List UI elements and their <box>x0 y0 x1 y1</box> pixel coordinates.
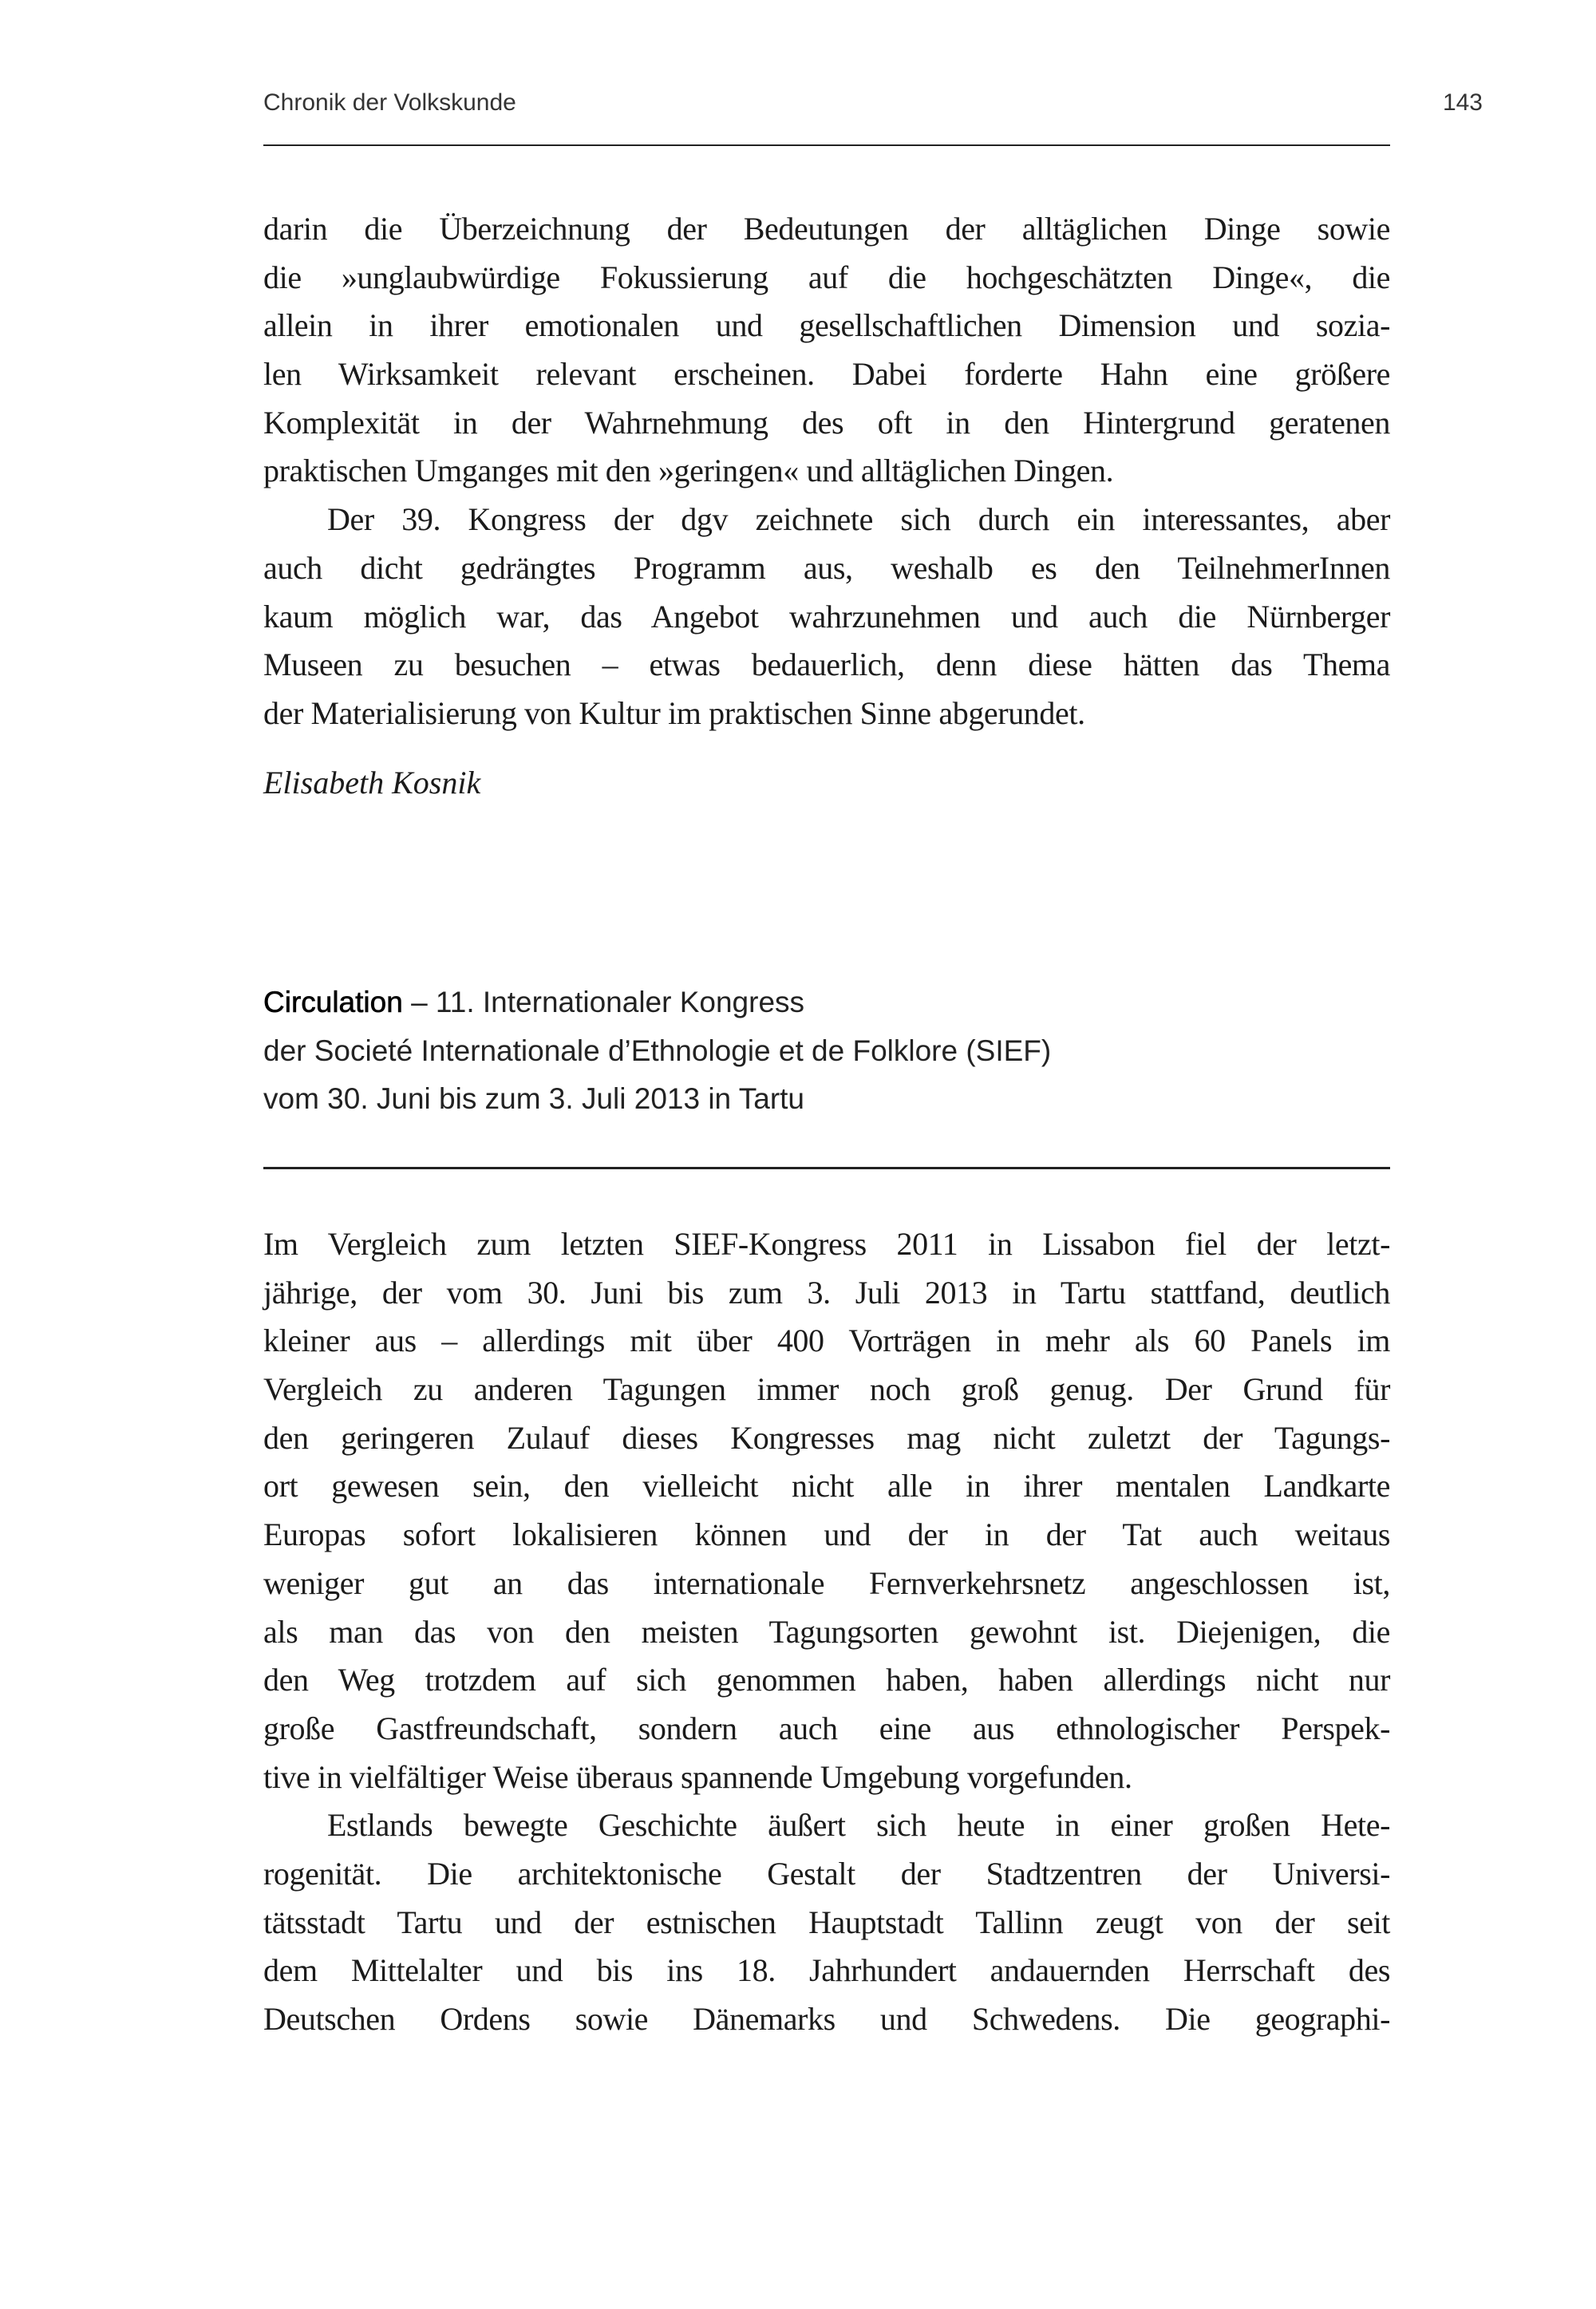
text-line: die »unglaubwürdige Fokussierung auf die hochgeschätzten Dinge«, die <box>263 259 1390 295</box>
section-rule <box>263 1167 1390 1169</box>
text-line: Komplexität in der Wahrnehmung des oft in den Hintergrund geratenen <box>263 404 1390 441</box>
text-line: große Gastfreundschaft, sondern auch eine aus ethnologischer Perspek- <box>263 1710 1390 1746</box>
heading-title-bold: Circulation <box>263 986 403 1018</box>
text-line: den Weg trotzdem auf sich genommen haben, haben allerdings nicht nur <box>263 1662 1390 1698</box>
text-line: Museen zu besuchen – etwas bedauerlich, denn diese hätten das Thema <box>263 646 1390 683</box>
text-line: der Materialisierung von Kultur im praktischen Sinne abgerundet. <box>263 694 1085 731</box>
text-line: darin die Überzeichnung der Bedeutungen der alltäglichen Dinge sowie <box>263 211 1390 247</box>
text-line: Estlands bewegte Geschichte äußert sich heute in einer großen Hete- <box>327 1807 1390 1844</box>
text-line: allein in ihrer emotionalen und gesellschaftlichen Dimension und sozia- <box>263 307 1390 344</box>
heading-line-2: der Societé Internationale d’Ethnologie et de Folklore (SIEF) <box>263 1034 1052 1067</box>
text-line: ort gewesen sein, den vielleicht nicht alle in ihrer mentalen Landkarte <box>263 1468 1390 1504</box>
text-line: als man das von den meisten Tagungsorten gewohnt ist. Diejenigen, die <box>263 1613 1390 1650</box>
article-text <box>263 1220 1390 2044</box>
text-line: tive in vielfältiger Weise überaus spannende Umgebung vorgefunden. <box>263 1758 1132 1795</box>
text-line: jährige, der vom 30. Juni bis zum 3. Juli 2013 in Tartu stattfand, deutlich <box>263 1274 1390 1311</box>
heading-line-3: vom 30. Juni bis zum 3. Juli 2013 in Tartu <box>263 1082 804 1116</box>
text-line: weniger gut an das internationale Fernverkehrsnetz angeschlossen ist, <box>263 1564 1390 1601</box>
text-line: auch dicht gedrängtes Programm aus, weshalb es den TeilnehmerInnen <box>263 549 1390 586</box>
page-number: 143 <box>1442 89 1483 116</box>
text-line: praktischen Umganges mit den »geringen« und alltäglichen Dingen. <box>263 453 1114 489</box>
text-line: Vergleich zu anderen Tagungen immer noch groß genug. Der Grund für <box>263 1371 1390 1408</box>
header-rule <box>263 144 1390 146</box>
text-line: kaum möglich war, das Angebot wahrzunehmen und auch die Nürnberger <box>263 598 1390 635</box>
text-line: Der 39. Kongress der dgv zeichnete sich durch ein interessantes, aber <box>327 501 1390 538</box>
section-heading <box>263 979 1051 1124</box>
text-line: len Wirksamkeit relevant erscheinen. Dabei forderte Hahn eine größere <box>263 356 1390 393</box>
heading-line-1 <box>263 979 1051 1027</box>
text-line: Im Vergleich zum letzten SIEF-Kongress 2011 in Lissabon fiel der letzt- <box>263 1226 1390 1262</box>
heading-title-rest: – 11. Internationaler Kongress <box>402 986 805 1018</box>
text-line: Deutschen Ordens sowie Dänemarks und Schwedens. Die geographi- <box>263 2001 1390 2037</box>
previous-article-text <box>263 205 1390 738</box>
text-line: rogenität. Die architektonische Gestalt der Stadtzentren der Universi- <box>263 1855 1390 1892</box>
text-line: dem Mittelalter und bis ins 18. Jahrhundert andauernden Herrschaft des <box>263 1952 1390 1989</box>
running-title: Chronik der Volkskunde <box>263 89 516 116</box>
text-line: tätsstadt Tartu und der estnischen Hauptstadt Tallinn zeugt von der seit <box>263 1904 1390 1940</box>
text-line: kleiner aus – allerdings mit über 400 Vorträgen in mehr als 60 Panels im <box>263 1323 1390 1359</box>
text-line: den geringeren Zulauf dieses Kongresses mag nicht zuletzt der Tagungs- <box>263 1419 1390 1456</box>
text-line: Europas sofort lokalisieren können und der in der Tat auch weitaus <box>263 1516 1390 1553</box>
author-name: Elisabeth Kosnik <box>263 765 481 801</box>
